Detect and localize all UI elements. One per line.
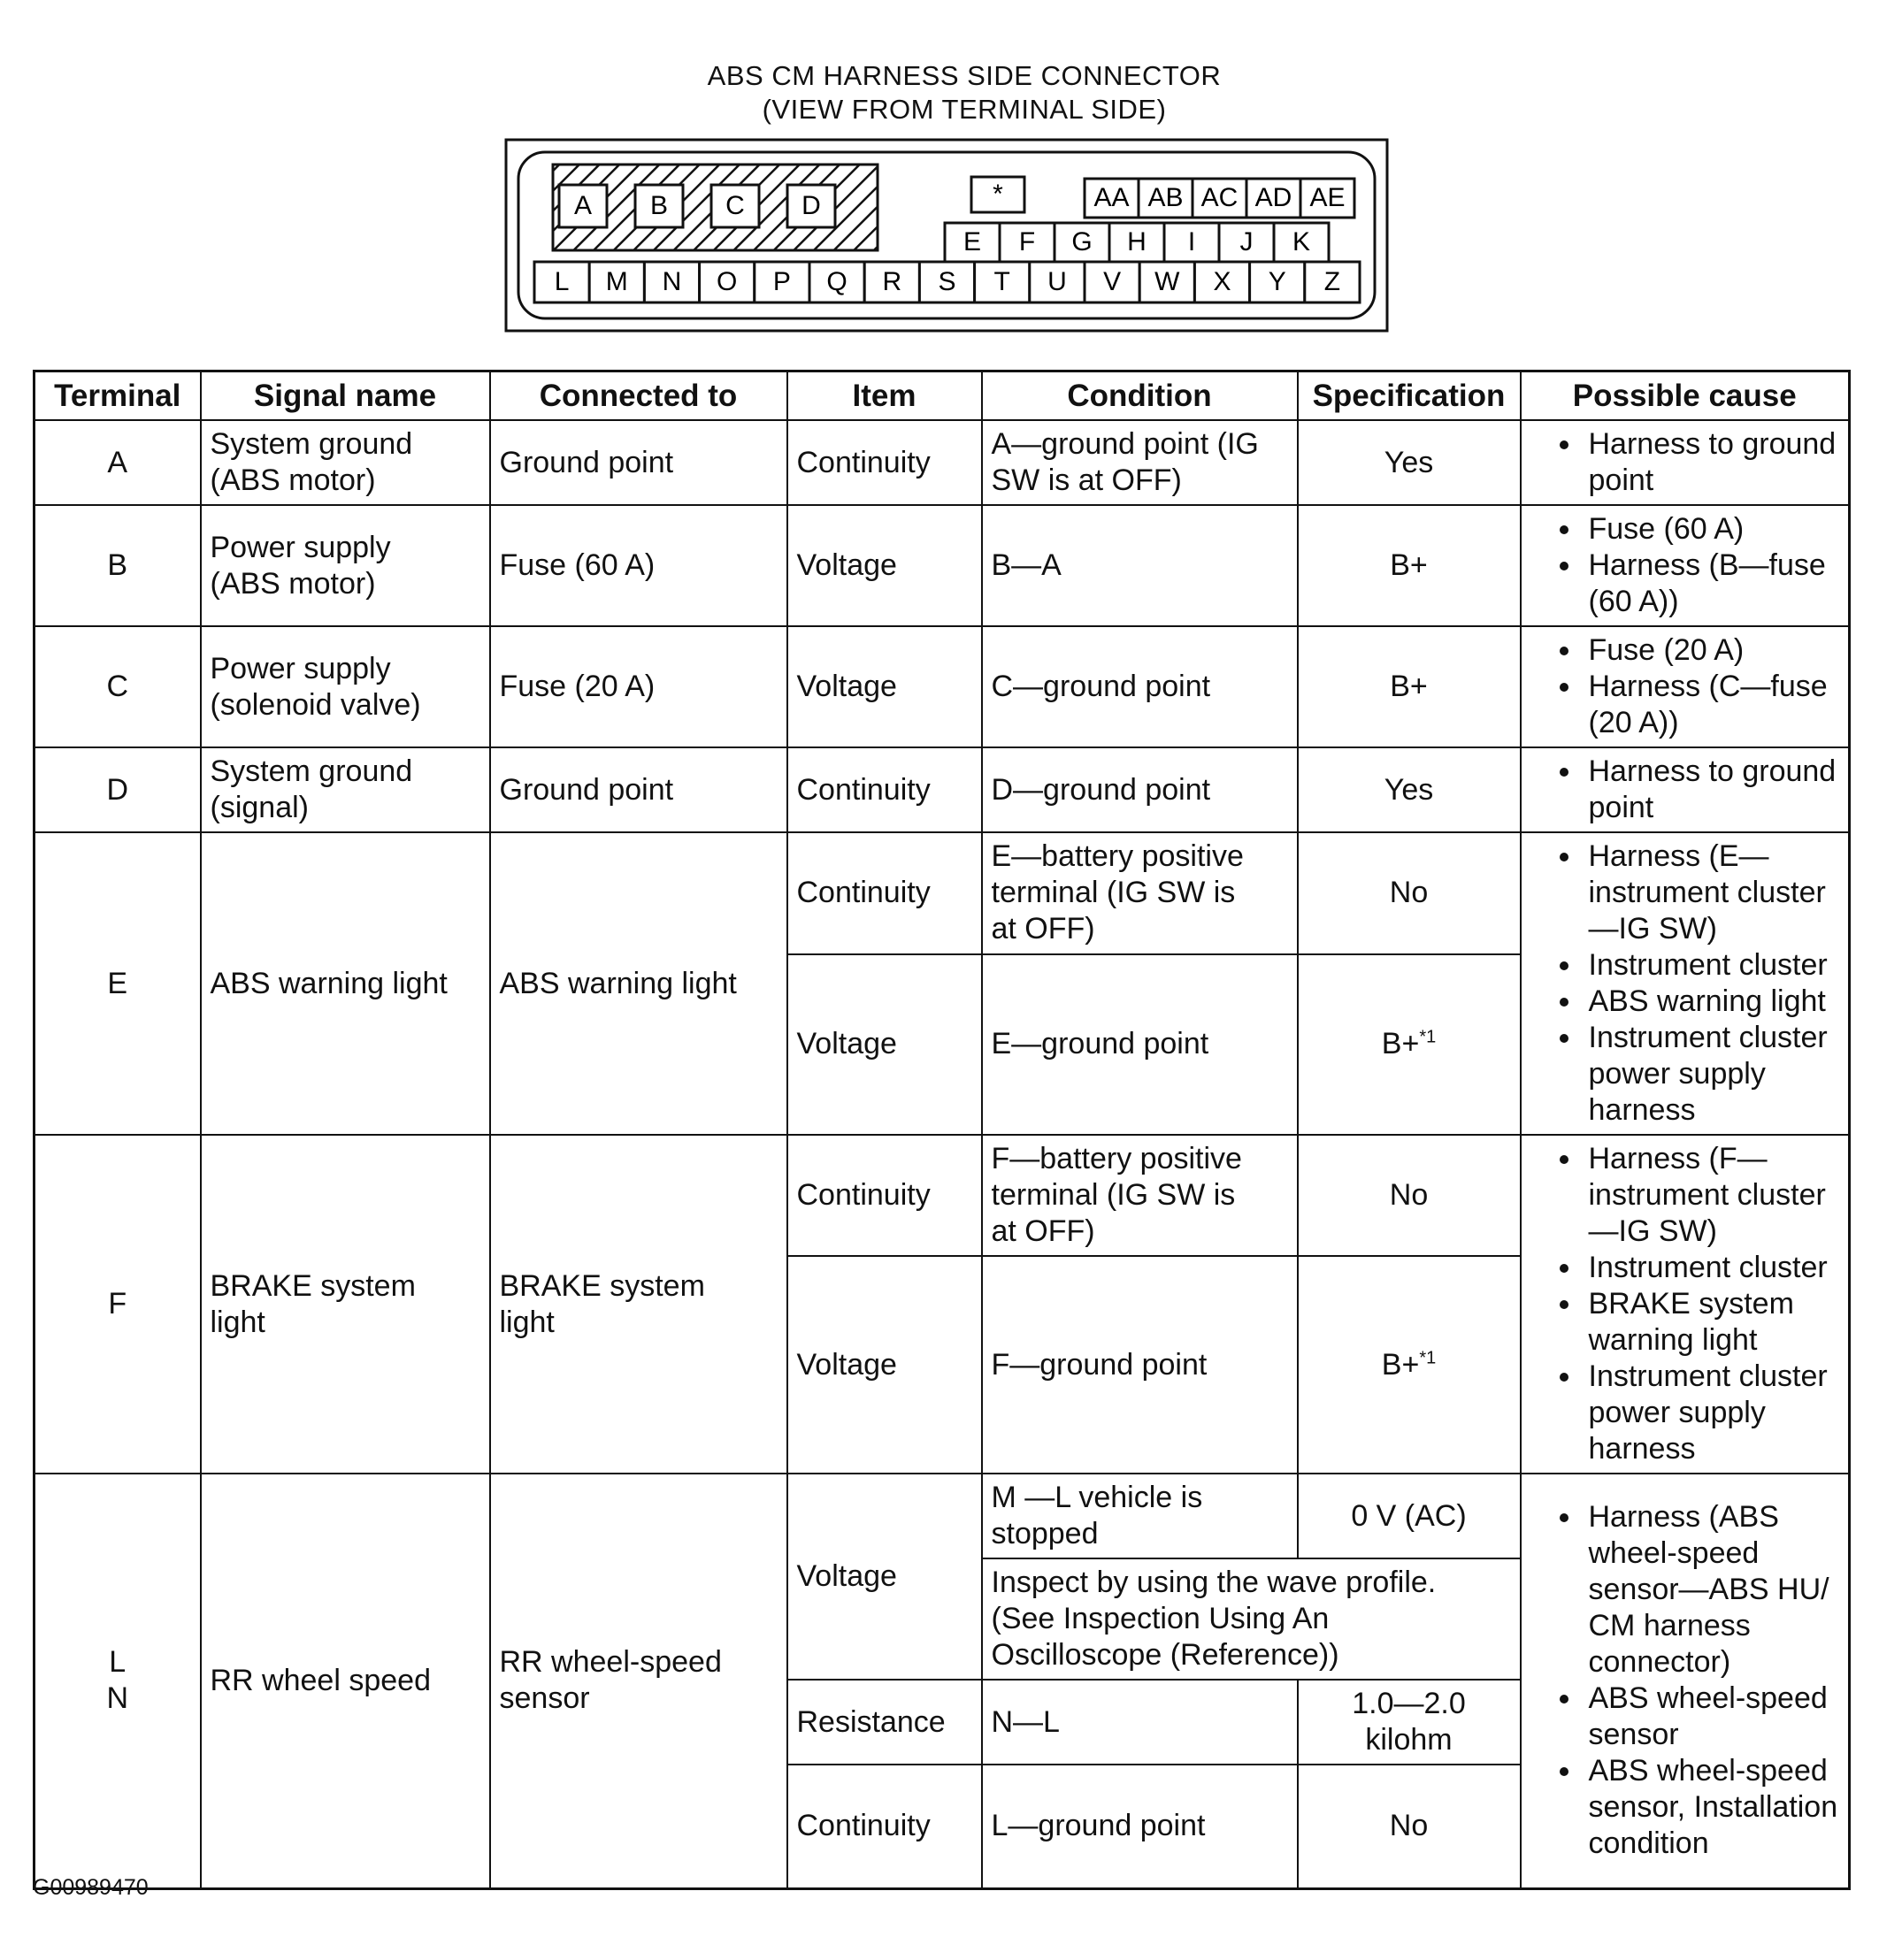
cause-list	[1530, 754, 1840, 826]
item-cell: Resistance	[787, 1680, 982, 1765]
condition-cell: L—ground point	[982, 1765, 1298, 1888]
terminal-cell: C	[35, 626, 201, 747]
item-cell: Continuity	[787, 1135, 982, 1256]
table-row-ln-1	[35, 1474, 1850, 1558]
header-specification: Specification	[1298, 371, 1521, 421]
connector-pin-label: V	[1103, 266, 1122, 296]
table-row-f-1	[35, 1135, 1850, 1256]
connector-pin	[1194, 262, 1249, 302]
table-row-e-1	[35, 832, 1850, 954]
spec-cell: B+$^{*1}$	[1298, 1256, 1521, 1474]
connector-pin-label: D	[801, 190, 821, 220]
connector-pin	[1139, 179, 1193, 218]
connected-cell: Fuse (60 A)	[490, 505, 787, 626]
cause-item: • Instrument cluster power supply harness	[1584, 1020, 1840, 1129]
cause-item: • Instrument cluster	[1584, 1250, 1840, 1286]
header-terminal: Terminal	[35, 371, 201, 421]
cause-item: • Harness (B—fuse (60 A))	[1584, 547, 1840, 620]
cause-cell	[1521, 505, 1850, 626]
connector-pin	[1139, 262, 1194, 302]
header-possible-cause: Possible cause	[1521, 371, 1850, 421]
terminal-spec-table	[33, 370, 1851, 1890]
connector-pin	[975, 262, 1030, 302]
connected-cell: Ground point	[490, 747, 787, 832]
figure-id: G00989470	[33, 1875, 149, 1900]
cause-list	[1530, 1141, 1840, 1467]
connector-pin-label: Q	[826, 266, 847, 296]
spec-cell: B+	[1298, 626, 1521, 747]
connector-pin-label: H	[1127, 226, 1147, 256]
cause-item: • ABS warning light	[1584, 984, 1840, 1020]
connector-pin	[534, 262, 589, 302]
connector-pin-label: B	[649, 190, 669, 220]
connector-title-line2: (VIEW FROM TERMINAL SIDE)	[762, 94, 1167, 125]
cause-item: • Fuse (20 A)	[1584, 632, 1840, 669]
connector-pin-label: O	[717, 266, 738, 296]
cause-list	[1530, 632, 1840, 741]
item-cell: Continuity	[787, 832, 982, 954]
condition-cell: E—battery positive terminal (IG SW is at OFF)	[982, 832, 1298, 954]
connector-pin	[755, 262, 809, 302]
spec-cell: No	[1298, 1765, 1521, 1888]
spec-cell: No	[1298, 832, 1521, 954]
signal-cell: BRAKE system light	[201, 1135, 490, 1474]
cause-list	[1530, 426, 1840, 499]
header-signal-name: Signal name	[201, 371, 490, 421]
signal-cell: Power supply (ABS motor)	[201, 505, 490, 626]
cause-cell	[1521, 1135, 1850, 1474]
connected-cell: ABS warning light	[490, 832, 787, 1135]
cause-item: • Fuse (60 A)	[1584, 511, 1840, 547]
cause-item: • Harness (E—instrument cluster—IG SW)	[1584, 838, 1840, 947]
spec-cell: 0 V (AC)	[1298, 1474, 1521, 1558]
connector-pin	[971, 177, 1024, 212]
condition-cell: E—ground point	[982, 954, 1298, 1135]
table-row-b	[35, 505, 1850, 626]
terminal-cell: A	[35, 420, 201, 505]
connector-pin	[559, 185, 607, 227]
cause-item: • BRAKE system warning light	[1584, 1286, 1840, 1359]
cause-item: • Harness to ground point	[1584, 426, 1840, 499]
signal-cell: ABS warning light	[201, 832, 490, 1135]
condition-cell: D—ground point	[982, 747, 1298, 832]
cause-item: • Harness (C—fuse (20 A))	[1584, 669, 1840, 741]
signal-cell: Power supply (solenoid valve)	[201, 626, 490, 747]
spec-cell: No	[1298, 1135, 1521, 1256]
pins-bottom	[534, 262, 1360, 302]
cause-item: • Harness (ABS wheel-speed sensor—ABS HU/ CM harness connector)	[1584, 1499, 1840, 1681]
condition-cell: B—A	[982, 505, 1298, 626]
connector-pin	[1305, 262, 1360, 302]
signal-cell: RR wheel speed	[201, 1474, 490, 1888]
connector-pin	[864, 262, 919, 302]
connector-pin-label: I	[1187, 226, 1196, 256]
cause-item: • Harness to ground point	[1584, 754, 1840, 826]
spec-cell: Yes	[1298, 747, 1521, 832]
connector-pin	[1030, 262, 1085, 302]
connector-pin	[1164, 223, 1219, 262]
connector-pin-label: Y	[1268, 266, 1286, 296]
connector-pin-label: M	[605, 266, 628, 296]
connector-diagram	[504, 138, 1389, 333]
header-connected-to: Connected to	[490, 371, 787, 421]
connector-pin	[1246, 179, 1300, 218]
connected-cell: BRAKE system light	[490, 1135, 787, 1474]
connector-pin-label: N	[662, 266, 682, 296]
signal-cell: System ground (ABS motor)	[201, 420, 490, 505]
connector-pin-label: S	[938, 266, 956, 296]
connector-pin	[1274, 223, 1329, 262]
cause-item: • ABS wheel-speed sensor, Installation condition	[1584, 1753, 1840, 1862]
item-cell: Voltage	[787, 505, 982, 626]
spec-cell: B+$^{*1}$	[1298, 954, 1521, 1135]
connector-pin-label: AC	[1200, 182, 1239, 212]
condition-cell: A—ground point (IG SW is at OFF)	[982, 420, 1298, 505]
connector-pin	[1055, 223, 1109, 262]
item-cell: Voltage	[787, 1256, 982, 1474]
connector-pin-label: W	[1154, 266, 1180, 296]
cause-item: • Instrument cluster	[1584, 947, 1840, 984]
spec-cell: 1.0—2.0 kilohm	[1298, 1680, 1521, 1765]
connector-pin-label: G	[1071, 226, 1093, 256]
table-row-a	[35, 420, 1850, 505]
connector-pin	[1300, 179, 1354, 218]
item-cell: Continuity	[787, 420, 982, 505]
connector-pin-label: X	[1213, 266, 1231, 296]
connector-pin-label: L	[554, 266, 570, 296]
condition-cell: C—ground point	[982, 626, 1298, 747]
cause-list	[1530, 838, 1840, 1129]
connected-cell: Ground point	[490, 420, 787, 505]
connected-cell: RR wheel-speed sensor	[490, 1474, 787, 1888]
connector-pin-label: A	[573, 190, 593, 220]
footnote-marker: *1	[1419, 1348, 1437, 1368]
connector-pin	[809, 262, 864, 302]
item-cell: Voltage	[787, 1474, 982, 1680]
connector-pin-label: AA	[1093, 182, 1130, 212]
connector-pin-label: AD	[1254, 182, 1292, 212]
connector-pin	[945, 223, 1000, 262]
cause-cell	[1521, 1474, 1850, 1888]
cause-list	[1530, 511, 1840, 620]
connector-pin	[1219, 223, 1274, 262]
spec-cell: Yes	[1298, 420, 1521, 505]
connector-pin-label: E	[963, 226, 982, 256]
terminal-cell: D	[35, 747, 201, 832]
connected-cell: Fuse (20 A)	[490, 626, 787, 747]
cause-item: • Harness (F—instrument cluster—IG SW)	[1584, 1141, 1840, 1250]
cause-item: • ABS wheel-speed sensor	[1584, 1681, 1840, 1753]
connector-pin	[1109, 223, 1164, 262]
connector-pin	[711, 185, 759, 227]
condition-cell: M —L vehicle is stopped	[982, 1474, 1298, 1558]
connector-pin-label: U	[1047, 266, 1067, 296]
table-row-c	[35, 626, 1850, 747]
connector-pin	[1085, 262, 1139, 302]
header-item: Item	[787, 371, 982, 421]
terminal-cell: E	[35, 832, 201, 1135]
table-header-row	[35, 371, 1850, 421]
connector-pin-label: Z	[1323, 266, 1341, 296]
connector-pin-label: K	[1292, 226, 1311, 256]
condition-cell: Inspect by using the wave profile. (See Inspection Using An Oscilloscope (Reference))	[982, 1558, 1521, 1680]
table-row-d	[35, 747, 1850, 832]
connector-pin-label: AE	[1309, 182, 1346, 212]
connector-pin	[635, 185, 683, 227]
connector-pin	[787, 185, 835, 227]
signal-cell: System ground (signal)	[201, 747, 490, 832]
connector-pin-label: AB	[1147, 182, 1184, 212]
terminal-cell: B	[35, 505, 201, 626]
connector-pin	[644, 262, 699, 302]
condition-cell: F—battery positive terminal (IG SW is at OFF)	[982, 1135, 1298, 1256]
connector-pin-label: R	[882, 266, 902, 296]
item-cell: Voltage	[787, 954, 982, 1135]
connector-title-line1: ABS CM HARNESS SIDE CONNECTOR	[707, 60, 1222, 91]
pins-middle	[945, 223, 1329, 262]
connector-pin	[1085, 179, 1139, 218]
connector-pin	[589, 262, 644, 302]
pins-top-right	[1085, 179, 1354, 218]
cause-list	[1530, 1499, 1840, 1862]
connector-pin	[1193, 179, 1246, 218]
condition-cell: F—ground point	[982, 1256, 1298, 1474]
connector-pin	[700, 262, 755, 302]
terminal-cell: L N	[35, 1474, 201, 1888]
connector-pin-label: T	[993, 266, 1010, 296]
connector-pin	[1250, 262, 1305, 302]
footnote-marker: *1	[1419, 1028, 1437, 1048]
cause-cell	[1521, 747, 1850, 832]
item-cell: Continuity	[787, 747, 982, 832]
connector-pin-label: P	[772, 266, 791, 296]
connector-pin	[1000, 223, 1055, 262]
spec-cell: B+	[1298, 505, 1521, 626]
connector-pin-label: J	[1239, 226, 1254, 256]
cause-cell	[1521, 832, 1850, 1135]
cause-cell	[1521, 420, 1850, 505]
connector-pin	[919, 262, 974, 302]
pins-star	[971, 177, 1024, 212]
connector-pin-label: F	[1018, 226, 1036, 256]
terminal-cell: F	[35, 1135, 201, 1474]
connector-pin-label: *	[993, 179, 1003, 209]
item-cell: Continuity	[787, 1765, 982, 1888]
cause-item: • Instrument cluster power supply harness	[1584, 1359, 1840, 1467]
connector-pin-label: C	[725, 190, 745, 220]
item-cell: Voltage	[787, 626, 982, 747]
condition-cell: N—L	[982, 1680, 1298, 1765]
cause-cell	[1521, 626, 1850, 747]
header-condition: Condition	[982, 371, 1298, 421]
